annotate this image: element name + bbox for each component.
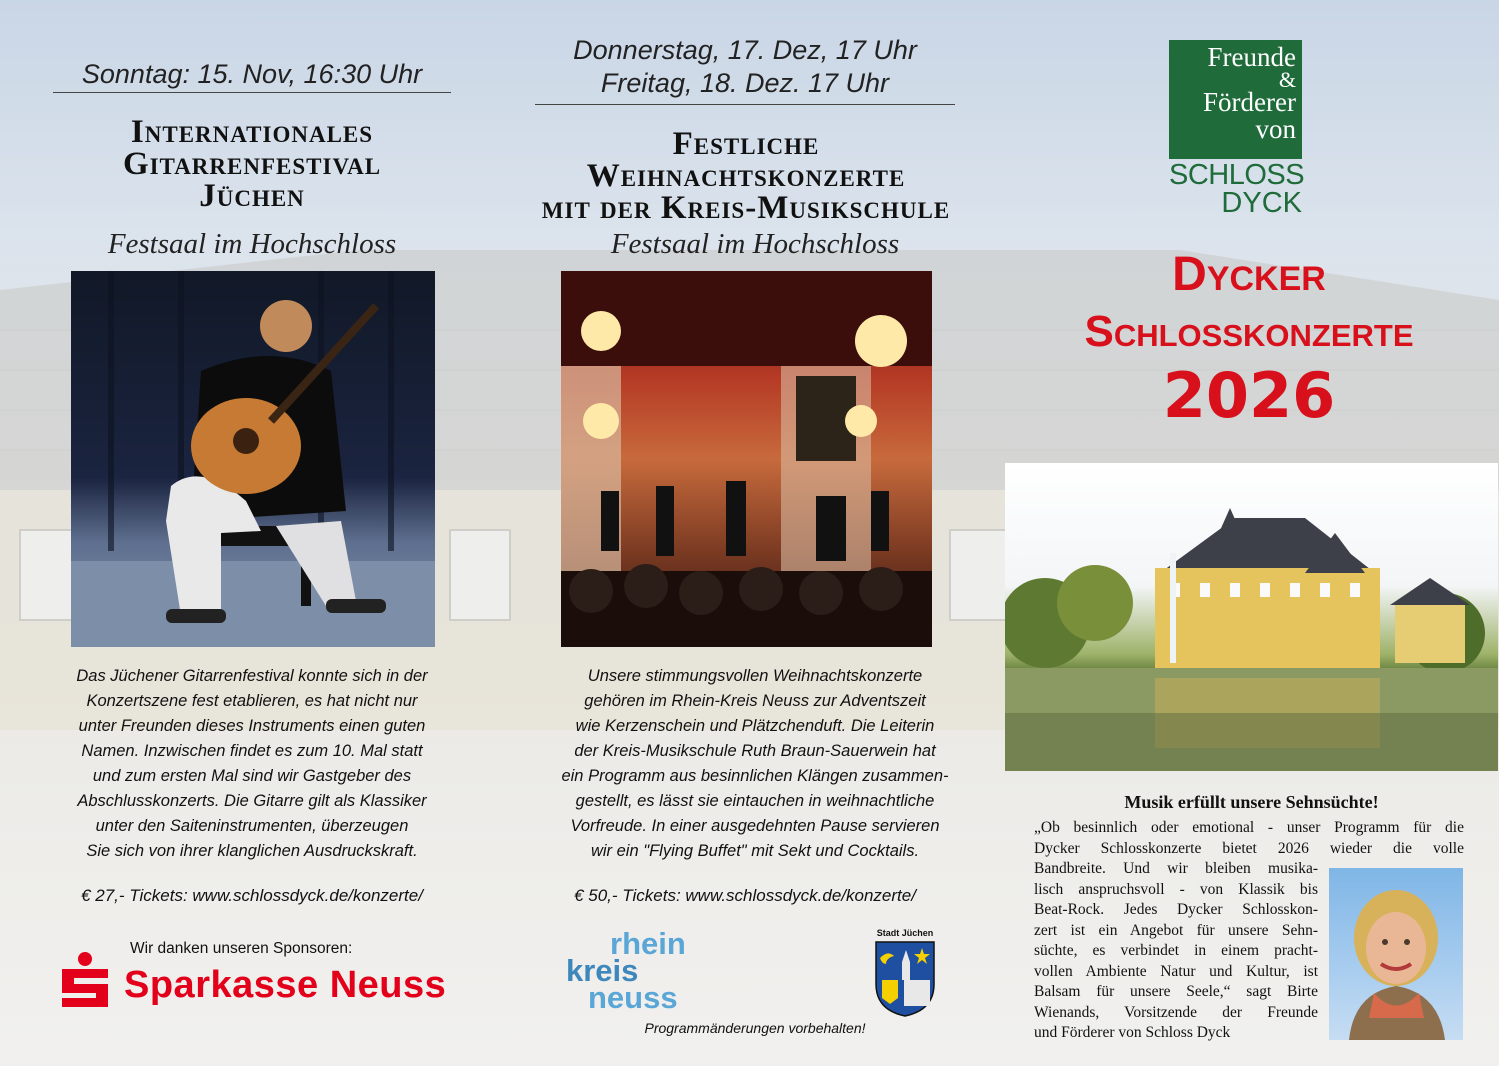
left-title-line: Jüchen	[199, 178, 305, 214]
guitarist-photo	[71, 271, 435, 647]
logo-line: Förderer	[1203, 87, 1296, 117]
middle-date-line: Donnerstag, 17. Dez, 17 Uhr	[573, 35, 917, 65]
stadt-juechen-crest	[872, 928, 938, 1020]
left-title-line: Internationales	[130, 114, 374, 150]
middle-title-line: Festliche	[672, 126, 820, 162]
left-title	[40, 116, 464, 212]
sparkasse-name: Sparkasse Neuss	[124, 964, 447, 1006]
headline-line: Schlosskonzerte	[1084, 307, 1414, 356]
logo-line: &	[1278, 67, 1296, 92]
logo-dyck: DYCK	[1221, 187, 1302, 219]
logo-rhein: rhein	[610, 926, 686, 961]
logo-neuss: neuss	[588, 980, 678, 1015]
coat-of-arms-icon	[872, 940, 938, 1018]
left-description-line: Das Jüchener Gitarrenfestival konnte sich in der	[76, 667, 428, 685]
middle-description-line: wir ein "Flying Buffet" mit Sekt und Cocktails.	[590, 842, 920, 860]
headline-year: 2026	[1162, 359, 1336, 432]
left-divider	[53, 92, 451, 93]
left-description-line: Konzertszene fest etablieren, es hat nicht nur	[86, 692, 418, 710]
headline-line: Dycker	[1172, 248, 1326, 301]
freunde-foerderer-logo	[1169, 40, 1305, 222]
sponsor-thanks: Wir danken unseren Sponsoren:	[130, 940, 353, 957]
main-headline	[1006, 246, 1492, 432]
left-description-line: Sie sich von ihrer klanglichen Ausdruckskraft.	[86, 842, 418, 860]
logo-line: Freunde	[1207, 42, 1296, 72]
quote-line: und Förderer von Schloss Dyck	[1034, 1024, 1231, 1041]
left-description-line: unter den Saiteninstrumenten, überzeugen	[95, 817, 409, 835]
crest-label: Stadt Jüchen	[876, 928, 934, 938]
logo-line: von	[1255, 114, 1296, 144]
middle-divider	[535, 104, 955, 105]
left-description-line: und zum ersten Mal sind wir Gastgeber des	[92, 767, 412, 785]
middle-description-line: gestellt, es lässt sie eintauchen in weihnachtliche	[575, 792, 935, 810]
middle-description-line: wie Kerzenschein und Plätzchenduft. Die Leiterin	[575, 717, 935, 735]
left-venue: Festsaal im Hochschloss	[107, 228, 397, 260]
rhein-kreis-neuss-logo	[564, 926, 704, 1015]
middle-description-line: der Kreis-Musikschule Ruth Braun-Sauerwein hat	[574, 742, 936, 760]
quote-line: süchte, es verbindet in einem pracht-	[1034, 942, 1318, 959]
portrait-photo	[1329, 868, 1463, 1040]
middle-venue: Festsaal im Hochschloss	[610, 228, 900, 260]
middle-description-line: Unsere stimmungsvollen Weihnachtskonzerte	[587, 667, 923, 685]
middle-description-line: Vorfreude. In einer ausgedehnten Pause servieren	[570, 817, 940, 835]
logo-schloss: SCHLOSS	[1169, 159, 1305, 191]
left-description-line: unter Freunden dieses Instruments einen guten	[78, 717, 426, 735]
middle-dates	[520, 34, 970, 100]
left-description-line: Namen. Inzwischen findet es zum 10. Mal statt	[81, 742, 423, 760]
logo-green-box	[1169, 40, 1302, 159]
middle-description-line: gehören im Rhein-Kreis Neuss zur Adventszeit	[584, 692, 926, 710]
left-date: Sonntag: 15. Nov, 16:30 Uhr	[81, 59, 423, 89]
program-disclaimer: Programmänderungen vorbehalten!	[644, 1020, 866, 1036]
christmas-concert-photo	[561, 271, 932, 647]
schloss-dyck-photo	[1005, 463, 1498, 771]
quote-line: zert ist ein Angebot für unsere Sehn-	[1034, 921, 1318, 939]
left-title-line: Gitarrenfestival	[122, 146, 382, 182]
left-description	[40, 664, 464, 864]
middle-price: € 50,- Tickets: www.schlossdyck.de/konzerte/	[574, 886, 916, 905]
section-heading: Musik erfüllt unsere Sehnsüchte!	[1124, 792, 1379, 812]
quote-line: Balsam für unsere Seele,“ sagt Birte	[1034, 983, 1318, 1000]
quote-line: „Ob besinnlich oder emotional - unser Programm für die	[1034, 819, 1464, 836]
quote-line: Bandbreite. Und wir bleiben musika-	[1034, 860, 1318, 877]
quote-line: lisch anspruchsvoll - von Klassik bis	[1034, 880, 1318, 898]
sparkasse-icon	[62, 952, 108, 1010]
middle-title-line: Weihnachtskonzerte	[586, 158, 906, 194]
middle-title	[490, 128, 1002, 224]
middle-title-line: mit der Kreis-Musikschule	[541, 190, 951, 226]
logo-kreis: kreis	[566, 953, 639, 988]
quote-line: Beat-Rock. Jedes Dycker Schlosskon-	[1034, 901, 1318, 918]
sparkasse-logo	[62, 950, 447, 1012]
left-description-line: Abschlusskonzerts. Die Gitarre gilt als Klassiker	[77, 792, 427, 810]
quote-line: Wienands, Vorsitzende der Freunde	[1034, 1003, 1318, 1021]
left-price: € 27,- Tickets: www.schlossdyck.de/konzerte/	[81, 886, 423, 905]
quote-line: Dycker Schlosskonzerte bietet 2026 wieder die volle	[1034, 839, 1464, 857]
quote-line: vollen Ambiente Natur und Kultur, ist	[1034, 962, 1318, 980]
middle-description	[530, 664, 980, 864]
middle-date-line: Freitag, 18. Dez. 17 Uhr	[600, 68, 890, 98]
middle-description-line: ein Programm aus besinnlichen Klängen zusammen-	[561, 767, 949, 785]
